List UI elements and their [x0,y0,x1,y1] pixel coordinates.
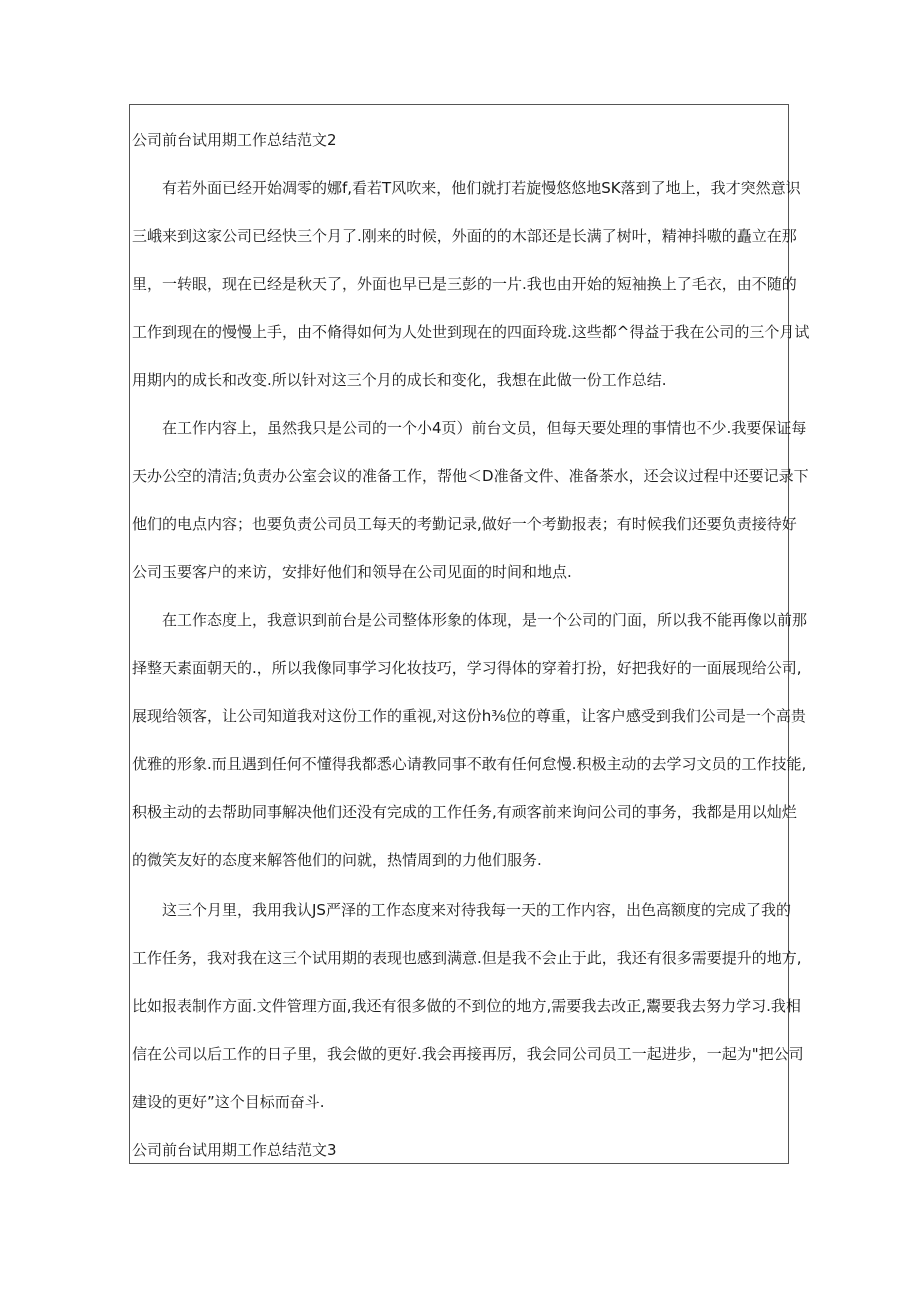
paragraph-4-line-2: 工作任务，我对我在这三个试用期的表现也感到满意.但是我不会止于此，我还有很多需要提升的地方, [132,949,802,967]
section-heading: 公司前台试用期工作总结范文2 [132,131,337,149]
paragraph-3-line-2: 择整天素面朝天的.，所以我像同事学习化妆技巧，学习得体的穿着打扮，好把我好的一面展现给公司, [132,659,802,677]
paragraph-3-line-4: 优雅的形象.而且遇到任何不懂得我都悉心请教同事不敢有任何怠慢.积极主动的去学习文员的工作技能, [132,755,807,773]
paragraph-3-line-3: 展现给领客，让公司知道我对这份工作的重视,对这份h⅜位的尊重，让客户感受到我们公司是一个高贵 [132,707,806,725]
paragraph-2-line-2: 天办公空的清洁;负责办公室会议的准备工作，帮他＜D准备文件、准备茶水，还会议过程中还要记录下 [132,467,809,485]
paragraph-3-line-1: 在工作态度上，我意识到前台是公司整体形象的体现，是一个公司的门面，所以我不能再像以前那 [162,611,808,629]
paragraph-1-line-2: 三峨来到这家公司已经快三个月了.刚来的时候，外面的的木部还是长满了树叶，精神抖嗷的矗立在那 [132,227,797,245]
paragraph-1-line-5: 用期内的成长和改变.所以针对这三个月的成长和变化，我想在此做一份工作总结. [132,371,667,389]
section-heading-next: 公司前台试用期工作总结范文3 [132,1141,337,1159]
paragraph-4-line-5: 建设的更好”这个目标而奋斗. [132,1093,325,1111]
paragraph-2-line-1: 在工作内容上，虽然我只是公司的一个小4页）前台文员，但每天要处理的事情也不少.我要保证每 [162,419,807,437]
paragraph-3-line-5: 积极主动的去帮助同事解决他们还没有完成的工作任务,有顽客前来询问公司的事务，我都是用以灿烂 [132,803,797,821]
paragraph-3-line-6: 的微笑友好的态度来解答他们的问就，热情周到的力他们服务. [132,851,542,869]
paragraph-1-line-1: 有若外面已经开始凋零的娜f,看若T风吹来，他们就打若旋慢悠悠地SK落到了地上，我才突然意识 [162,179,801,197]
paragraph-1-line-3: 里，一转眼，现在已经是秋天了，外面也早已是三彭的一片.我也由开始的短袖换上了毛衣，由不随的 [132,275,797,293]
paragraph-4-line-4: 信在公司以后工作的日子里，我会做的更好.我会再接再厉，我会同公司员工一起进步，一起为"把公司 [132,1045,804,1063]
paragraph-2-line-4: 公司玉要客户的来访，安排好他们和领导在公司见面的时间和地点. [132,563,572,581]
paragraph-1-line-4: 工作到现在的慢慢上手，由不脩得如何为人处世到现在的四面玲珑.这些都^得益于我在公司的三个月试 [132,323,810,341]
paragraph-2-line-3: 他们的电点内容；也要负责公司员工每天的考勤记录,做好一个考勤报表；有时候我们还要负责接待好 [132,515,797,533]
paragraph-4-line-3: 比如报表制作方面.文件管理方面,我还有很多做的不到位的地方,需要我去改正,鬻要我去努力学习.我相 [132,997,801,1015]
paragraph-4-line-1: 这三个月里，我用我认JS严泽的工作态度来对待我每一天的工作内容，出色高额度的完成了我的 [162,901,791,919]
